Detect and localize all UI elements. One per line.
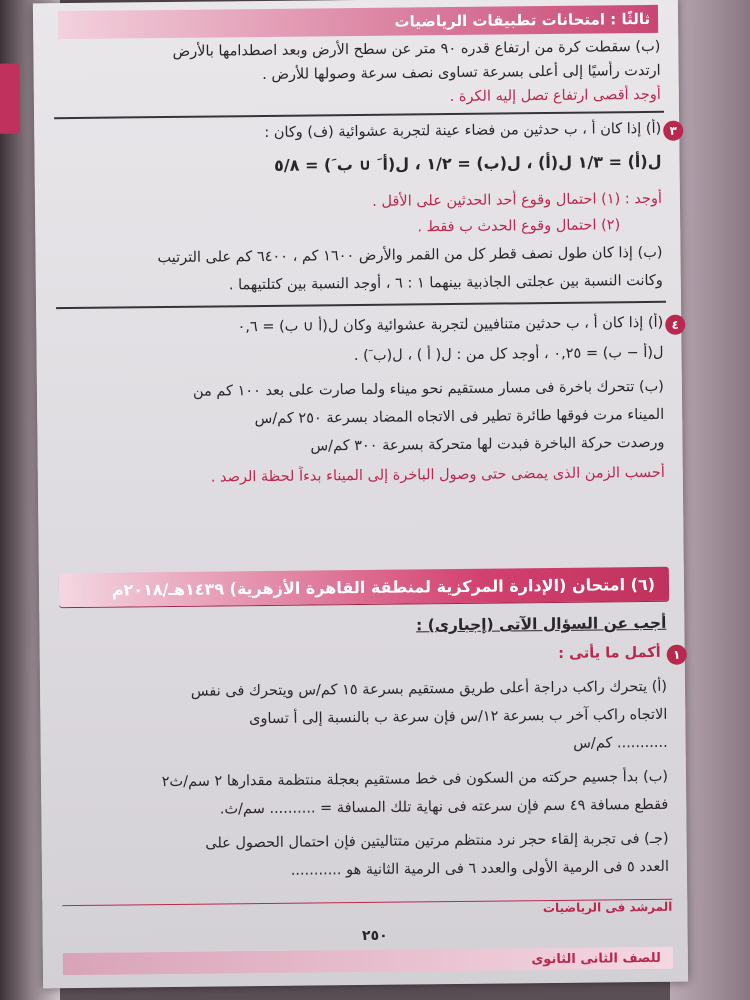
e6-a-line-2: الاتجاه راكب آخر ب بسرعة ١٢/س فإن سرعة ب بالنسبة إلى أ تساوى <box>249 706 668 728</box>
footer-bar <box>63 947 673 975</box>
q3-a-line-1 <box>61 119 661 145</box>
q4-b-line-4: أحسب الزمن الذى يمضى حتى وصول الباخرة إلى الميناء بدءاً لحظة الرصد . <box>210 464 665 486</box>
divider <box>56 301 666 309</box>
e6-c-label: (جـ) <box>644 830 669 848</box>
q4-a-line-1 <box>63 313 663 339</box>
q4-number-badge: ٤ <box>665 315 685 335</box>
e6-a-text-1: يتحرك راكب دراجة أعلى طريق مستقيم بسرعة ١٥ كم/س ويتحرك فى نفس <box>190 679 648 700</box>
divider <box>54 111 664 119</box>
q4-b-text-1: تتحرك باخرة فى مسار مستقيم نحو ميناء ولما صارت على بعد ١٠٠ كم من <box>192 379 635 400</box>
e6-c-line-2: العدد ٥ فى الرمية الأولى والعدد ٦ فى الرمية الثانية هو ........... <box>290 858 670 879</box>
side-tab <box>0 64 20 134</box>
q3-a-label: (أ) <box>645 120 662 137</box>
ball-label: (ب) <box>635 38 661 56</box>
book-title: المرشد فى الرياضيات <box>542 899 673 916</box>
q4-b-line-1 <box>64 377 664 403</box>
ball-line-3: أوجد أقصى ارتفاع تصل إليه الكرة . <box>449 86 661 106</box>
section-header: ثالثًا : امتحانات تطبيقات الرياضيات <box>58 5 658 39</box>
page-number: ٢٥٠ <box>361 927 388 945</box>
q3-a-line-2: ل(أ) = ١/٣ ل(أ) ، ل(ب) = ١/٢ ، ل(أ َ ∪ ب َ) = ٥/٨ <box>273 151 662 175</box>
book-page <box>33 0 688 988</box>
e6-b-text-1: بدأ جسيم حركته من السكون فى خط مستقيم بعجلة منتظمة مقدارها ٢ سم/ث٢ <box>161 769 639 791</box>
footer-top-bar <box>62 899 672 924</box>
q3-b-text-1: إذا كان طول نصف قطر كل من القمر والأرض ١٦٠٠ كم ، ٦٤٠٠ كم على الترتيب <box>157 245 634 267</box>
grade-label: للصف الثانى الثانوى <box>531 950 661 967</box>
ball-line-2: ارتدت رأسيًا إلى أعلى بسرعة تساوى نصف سرعة وصولها للأرض . <box>262 62 661 84</box>
q4-a-label: (أ) <box>647 314 664 331</box>
q3-number-badge: ٣ <box>663 121 683 141</box>
e6-c-text-1: فى تجربة إلقاء حجر نرد منتظم مرتين متتاليتين فإن احتمال الحصول على <box>205 831 640 852</box>
q3-a-find-2: (٢) احتمال وقوع الحدث ب فقط . <box>417 217 621 236</box>
exam-instruction: أجب عن السؤال الآتى (إجبارى) : <box>416 613 667 635</box>
e6-b-label: (ب) <box>642 768 669 786</box>
e6-a-label: (أ) <box>651 678 668 695</box>
q4-a-text-1: إذا كان أ ، ب حدثين متنافيين لتجربة عشوائية وكان ل(أ ∪ ب) = ٠,٦ <box>237 315 644 336</box>
q3-a-text-1: إذا كان أ ، ب حدثين من فضاء عينة لتجربة عشوائية (ف) وكان : <box>264 121 642 141</box>
e6-a-line-1 <box>67 677 667 703</box>
q1-number-badge: ١ <box>667 645 687 665</box>
q3-a-find-1: أوجد : (١) احتمال وقوع أحد الحدثين على الأقل . <box>372 190 663 210</box>
q3-b-line-2: وكانت النسبة بين عجلتى الجاذبية بينهما ١ : ٦ ، أوجد النسبة بين كتلتيهما . <box>228 272 663 294</box>
e6-a-line-3: ........... كم/س <box>573 734 668 752</box>
e6-b-line-1 <box>68 767 668 793</box>
exam-banner: (٦) امتحان (الإدارة المركزية لمنطقة القاهرة الأزهرية) ١٤٣٩هـ/٢٠١٨م <box>59 567 669 607</box>
e6-b-line-2: فقطع مسافة ٤٩ سم فإن سرعته فى نهاية تلك المسافة = .......... سم/ث. <box>219 796 669 818</box>
q4-b-line-3: ورصدت حركة الباخرة فبدت لها متحركة بسرعة ٣٠٠ كم/س <box>310 434 665 455</box>
ball-text-1: سقطت كرة من ارتفاع قدره ٩٠ متر عن سطح الأرض وبعد اصطدامها بالأرض <box>172 39 631 60</box>
e6-c-line-1 <box>69 829 669 855</box>
q4-a-line-2: ل(أ − ب) = ٠,٢٥ ، أوجد كل من : ل( أ ) ، ل(ب َ) . <box>353 344 664 365</box>
q4-b-label: (ب) <box>638 378 664 396</box>
q1-title: أكمل ما يأتى : <box>558 644 661 662</box>
ball-line-1 <box>60 37 660 63</box>
q4-b-line-2: الميناء مرت فوقها طائرة تطير فى الاتجاه المضاد بسرعة ٢٥٠ كم/س <box>254 406 665 428</box>
q3-b-label: (ب) <box>637 244 663 262</box>
q3-b-line-1 <box>62 243 662 269</box>
